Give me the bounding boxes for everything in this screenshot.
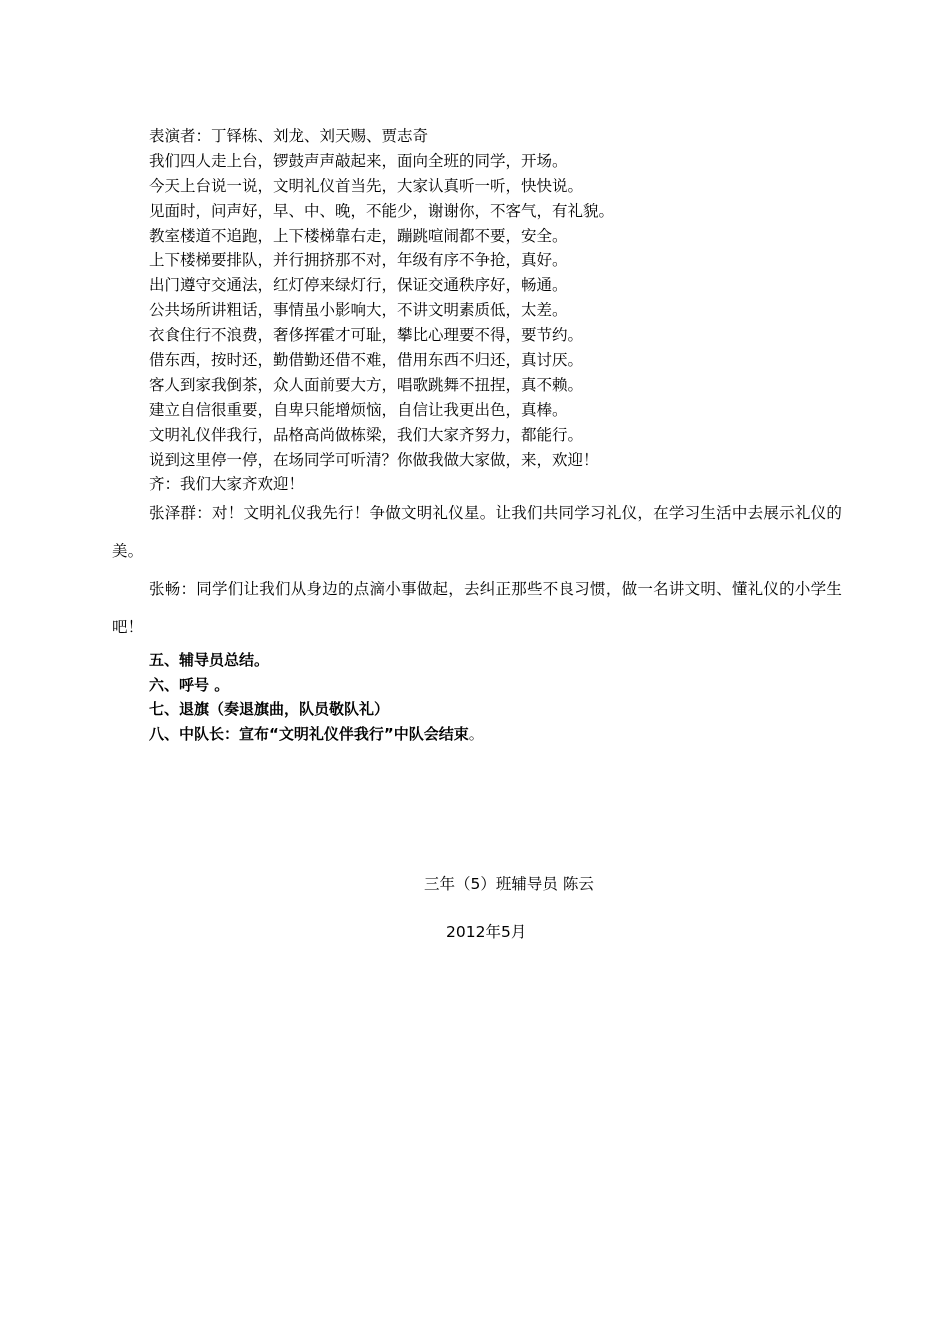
verse-line: 出门遵守交通法，红灯停来绿灯行，保证交通秩序好，畅通。 xyxy=(149,276,568,295)
verse-line: 借东西，按时还，勤借勤还借不难，借用东西不归还，真讨厌。 xyxy=(149,351,584,370)
paragraph-zhang-chang: 张畅：同学们让我们从身边的点滴小事做起，去纠正那些不良习惯，做一名讲文明、懂礼仪的小学生吧！ xyxy=(112,580,842,636)
signature-prefix: 三年（ xyxy=(424,875,471,893)
verse-line: 今天上台说一说，文明礼仪首当先，大家认真听一听，快快说。 xyxy=(149,176,584,195)
performers-line: 表演者：丁铎栋、刘龙、刘天赐、贾志奇 xyxy=(149,127,429,145)
signature-line xyxy=(424,872,594,896)
agenda-step-text: 八、中队长：宣布“文明礼仪伴我行”中队会结束 xyxy=(149,724,469,743)
chorus-line: 齐：我们大家齐欢迎！ xyxy=(149,475,305,494)
class-number: 5 xyxy=(470,875,481,893)
agenda-step xyxy=(112,722,842,747)
agenda-step-text: 七、退旗（奏退旗曲，队员敬队礼） xyxy=(149,700,390,719)
verse-line: 公共场所讲粗话，事情虽小影响大，不讲文明素质低，太差。 xyxy=(149,301,568,320)
agenda-step xyxy=(112,648,842,673)
agenda-step-tail: 。 xyxy=(468,724,484,743)
signature-suffix: ）班辅导员 陈云 xyxy=(480,875,594,893)
verse-line: 说到这里停一停，在场同学可听清？你做我做大家做，来，欢迎！ xyxy=(149,450,599,469)
verse-line: 客人到家我倒茶，众人面前要大方，唱歌跳舞不扭捏，真不赖。 xyxy=(149,375,584,394)
verse-line: 教室楼道不追跑，上下楼梯靠右走，蹦跳喧闹都不要，安全。 xyxy=(149,226,568,245)
date-line xyxy=(446,920,526,944)
date-month: 5 xyxy=(500,923,511,941)
date-month-unit: 月 xyxy=(510,923,527,941)
agenda-step xyxy=(112,673,842,698)
verse-line: 文明礼仪伴我行，品格高尚做栋梁，我们大家齐努力，都能行。 xyxy=(149,425,584,444)
agenda-step-text: 五、辅导员总结。 xyxy=(149,651,270,669)
agenda-steps xyxy=(112,648,842,746)
verse-line: 见面时，问声好，早、中、晚，不能少，谢谢你，不客气，有礼貌。 xyxy=(149,201,615,220)
date-year: 2012 xyxy=(446,923,486,941)
verse-block xyxy=(112,124,842,497)
verse-line: 衣食住行不浪费，奢侈挥霍才可耻，攀比心理要不得，要节约。 xyxy=(149,326,584,345)
paragraph-zhang-zequn: 张泽群：对！文明礼仪我先行！争做文明礼仪星。让我们共同学习礼仪，在学习生活中去展示礼仪的美。 xyxy=(112,504,842,560)
date-year-unit: 年 xyxy=(485,923,501,941)
agenda-step xyxy=(112,697,842,722)
agenda-step-text: 六、呼号 。 xyxy=(149,675,230,694)
verse-line: 我们四人走上台，锣鼓声声敲起来，面向全班的同学，开场。 xyxy=(149,151,568,170)
verse-line: 建立自信很重要，自卑只能增烦恼，自信让我更出色，真棒。 xyxy=(149,400,568,419)
verse-line: 上下楼梯要排队，并行拥挤那不对，年级有序不争抢，真好。 xyxy=(149,251,568,270)
